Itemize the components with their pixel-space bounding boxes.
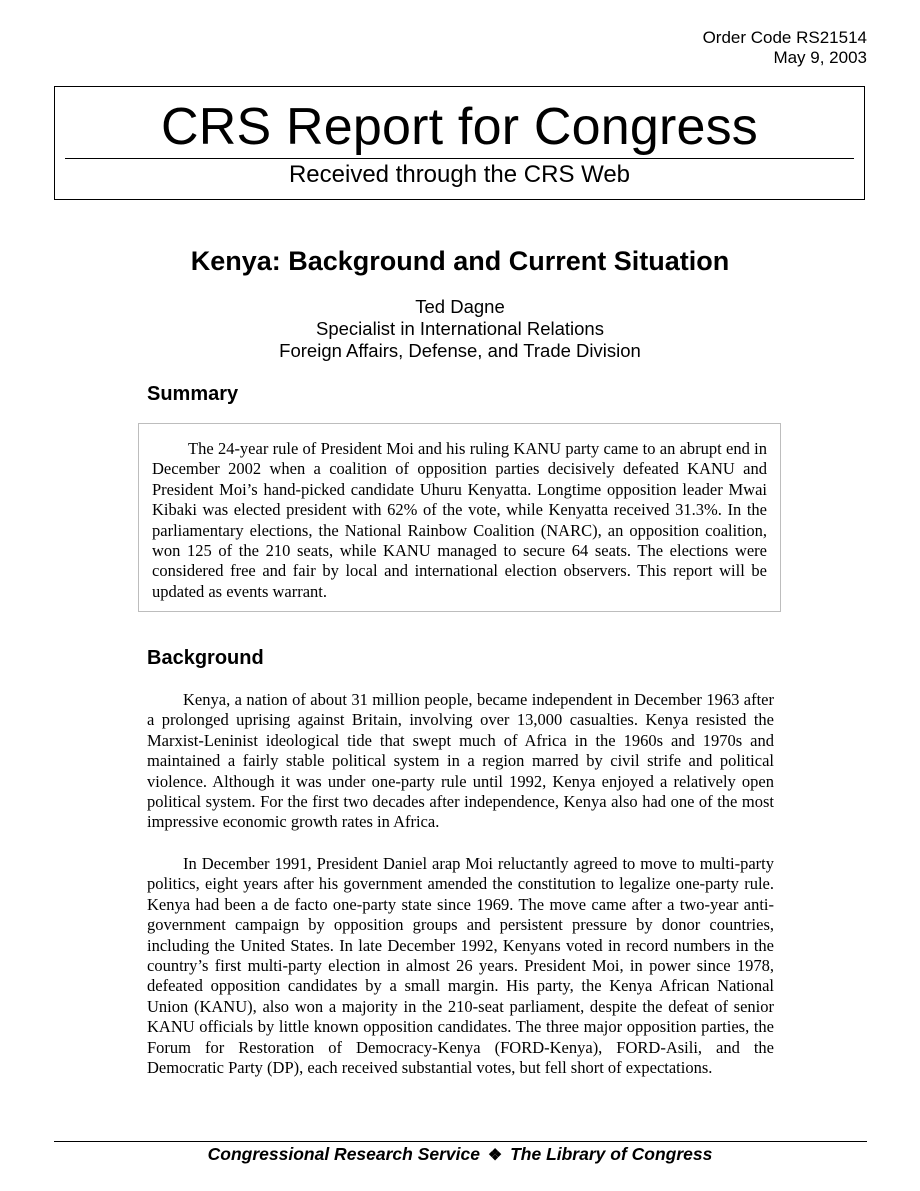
banner-divider: [65, 158, 854, 159]
diamond-separator-icon: ❖: [487, 1147, 503, 1164]
report-date: May 9, 2003: [773, 48, 867, 67]
author-division: Foreign Affairs, Defense, and Trade Division: [279, 340, 641, 361]
summary-heading: Summary: [147, 383, 239, 405]
author-name: Ted Dagne: [415, 296, 505, 317]
banner-title: CRS Report for Congress: [160, 98, 759, 156]
footer-org: Congressional Research Service: [207, 1144, 480, 1164]
background-heading: Background: [147, 647, 264, 669]
summary-text: The 24-year rule of President Moi and his ruling KANU party came to an abrupt end in December 2002 when a coalition of opposition parties decisively defeated KANU and President Moi’s hand-picked candidate Uhuru Kenyatta. Longtime opposition leader Mwai Kibaki was elected president with 62% of the vote, while Kenyatta received 31.3%. In the parliamentary elections, the National Rainbow Coalition (NARC), an opposition coalition, won 125 of the 210 seats, while KANU managed to secure 64 seats. The elections were considered free and fair by local and international election observers. This report will be updated as events warrant.: [152, 439, 767, 601]
banner-subtitle: Received through the CRS Web: [288, 161, 631, 188]
crs-banner: [54, 86, 865, 200]
report-title: Kenya: Background and Current Situation: [190, 246, 730, 276]
order-code: Order Code RS21514: [702, 28, 867, 47]
summary-box: [138, 423, 781, 612]
footer-library: The Library of Congress: [510, 1144, 713, 1164]
order-info: [703, 28, 867, 68]
background-paragraph-2: In December 1991, President Daniel arap Moi reluctantly agreed to move to multi-party politics, eight years after his government amended the constitution to legalize one-party rule. Kenya had been a de facto one-party state since 1969. The move came after a two-year anti-government campaign by opposition groups and persistent pressure by donor countries, including the United States. In late December 1992, Kenyans voted in record numbers in the country’s first multi-party election in almost 26 years. President Moi, in power since 1978, defeated opposition candidates by a small margin. His party, the Kenya African National Union (KANU), also won a majority in the 210-seat parliament, despite the defeat of senior KANU officials by little known opposition candidates. The three major opposition parties, the Forum for Restoration of Democracy-Kenya (FORD-Kenya), FORD-Asili, and the Democratic Party (DP), each received substantial votes, but fell short of expectations.: [147, 854, 774, 1078]
author-block: [0, 296, 920, 362]
footer: [0, 1143, 920, 1167]
author-title: Specialist in International Relations: [316, 318, 604, 339]
background-paragraph-1: Kenya, a nation of about 31 million people, became independent in December 1963 after a prolonged uprising against Britain, involving over 13,000 casualties. Kenya resisted the Marxist-Leninist ideological tide that swept much of Africa in the 1960s and 1970s and maintained a fairly stable political system in a region marred by civil strife and political violence. Although it was under one-party rule until 1992, Kenya enjoyed a relatively open political system. For the first two decades after independence, Kenya also had one of the most impressive economic growth rates in Africa.: [147, 690, 774, 832]
footer-divider: [54, 1141, 867, 1142]
